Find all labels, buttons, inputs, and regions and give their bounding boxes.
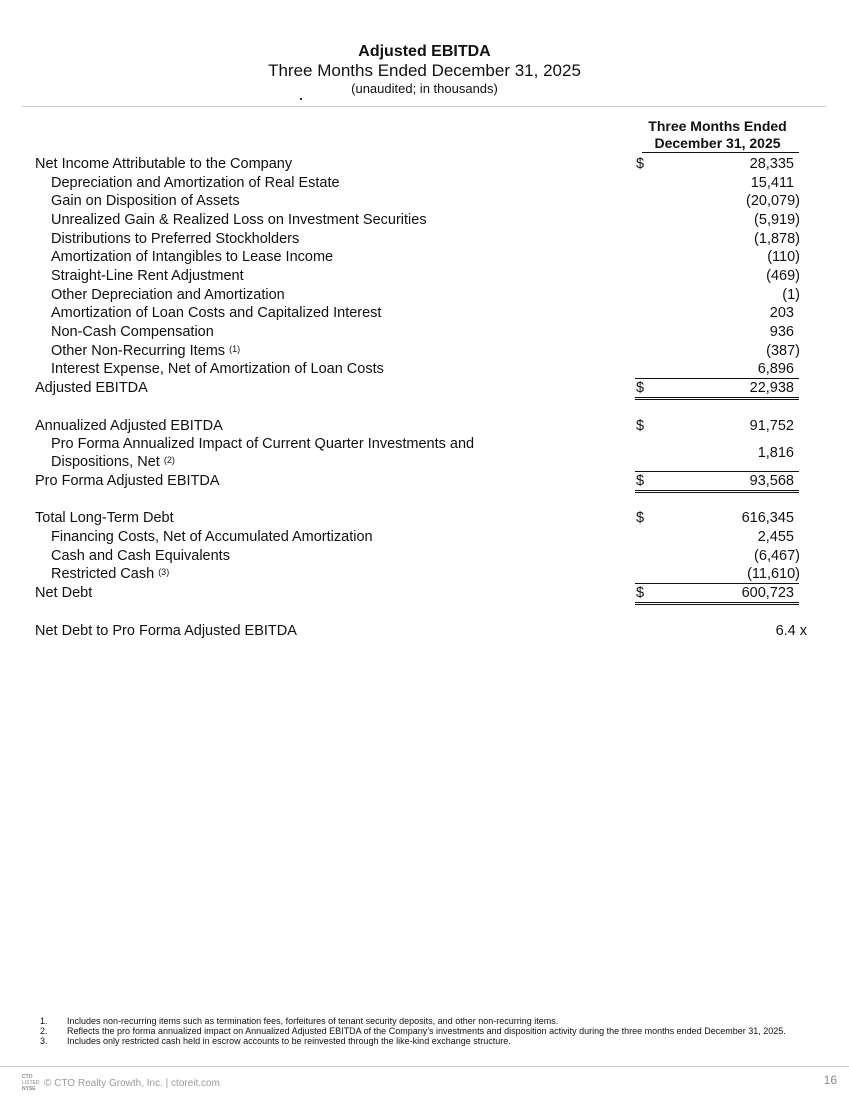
row-label: [51, 435, 571, 471]
table-row: [0, 509, 849, 527]
table-row: [0, 584, 849, 602]
row-label: Straight-Line Rent Adjustment: [51, 268, 244, 284]
table-row: [0, 286, 849, 304]
row-value: (1,878): [754, 231, 800, 247]
total-double-rule-bottom: [635, 399, 799, 400]
total-double-rule-bottom: [635, 492, 799, 493]
row-value: (110): [767, 249, 800, 265]
row-value: 1,816: [757, 445, 794, 461]
table-row: [0, 622, 849, 640]
row-label-text: Restricted Cash: [51, 566, 155, 582]
table-row: [0, 379, 849, 397]
row-value: 28,335: [749, 156, 794, 172]
table-row: [0, 304, 849, 322]
row-value: 6.4 x: [775, 623, 807, 639]
row-value: (20,079): [745, 193, 800, 209]
dollar-sign: $: [636, 585, 645, 601]
row-value: 203: [769, 305, 794, 321]
row-label: Financing Costs, Net of Accumulated Amortization: [51, 529, 373, 545]
dollar-sign: $: [636, 418, 645, 434]
row-value: 2,455: [757, 529, 794, 545]
footnote-text: Includes non-recurring items such as termination fees, forfeitures of tenant security deposits, and other non-recurring items.: [67, 1016, 559, 1026]
row-label: Gain on Disposition of Assets: [51, 193, 240, 209]
table-row: [0, 230, 849, 248]
row-value: 616,345: [741, 510, 794, 526]
table-row: [0, 248, 849, 266]
footnote-text: Reflects the pro forma annualized impact on Annualized Adjusted EBITDA of the Company’s investments and disposition activity during the three months ended December 31, 2025.: [67, 1026, 786, 1036]
column-header-line2: December 31, 2025: [654, 135, 781, 151]
row-value: (387): [766, 343, 800, 359]
row-value: 6,896: [757, 361, 794, 377]
table-row: [0, 211, 849, 229]
footnote-number: 2.: [40, 1026, 48, 1036]
total-double-rule-top: [635, 490, 799, 491]
table-row: [0, 342, 849, 360]
column-header-line1: Three Months Ended: [648, 118, 787, 134]
row-label: Depreciation and Amortization of Real Estate: [51, 175, 340, 191]
row-label: Annualized Adjusted EBITDA: [35, 418, 223, 434]
row-value: (5,919): [754, 212, 800, 228]
row-label: Cash and Cash Equivalents: [51, 548, 230, 564]
table-row: [0, 323, 849, 341]
table-row: [0, 417, 849, 435]
footnote-ref: (2): [163, 455, 175, 465]
table-row: [0, 472, 849, 490]
footnote-number: 1.: [40, 1016, 48, 1026]
row-value: 91,752: [749, 418, 794, 434]
row-label-text: Other Non-Recurring Items: [51, 343, 226, 359]
row-label: Other Depreciation and Amortization: [51, 287, 285, 303]
row-label: Adjusted EBITDA: [35, 380, 148, 396]
row-value: 93,568: [749, 473, 794, 489]
table-row: [0, 267, 849, 285]
row-label: Net Debt: [35, 585, 93, 601]
row-label: Net Debt to Pro Forma Adjusted EBITDA: [35, 623, 297, 639]
total-double-rule-top: [635, 397, 799, 398]
row-value: 600,723: [741, 585, 794, 601]
logo-line: NYSE: [22, 1086, 36, 1092]
row-label: Net Income Attributable to the Company: [35, 156, 293, 172]
dollar-sign: $: [636, 473, 645, 489]
table-row: [0, 547, 849, 565]
footnote: [40, 1036, 830, 1046]
total-double-rule-bottom: [635, 604, 799, 605]
logo-line: LISTED: [22, 1080, 40, 1086]
table-row: [0, 435, 849, 471]
footnotes: [40, 1016, 830, 1046]
page-subtitle: Three Months Ended December 31, 2025: [268, 61, 581, 80]
row-value: (11,610): [747, 566, 800, 582]
row-label: Interest Expense, Net of Amortization of Loan Costs: [51, 361, 384, 377]
row-label: Non-Cash Compensation: [51, 324, 214, 340]
table-row: [0, 565, 849, 583]
table-row: [0, 155, 849, 173]
row-label: Unrealized Gain & Realized Loss on Investment Securities: [51, 212, 427, 228]
row-label-text-2: Dispositions, Net: [51, 454, 160, 470]
footer-divider: [0, 1066, 849, 1067]
footnote: [40, 1026, 830, 1036]
page-number: 16: [823, 1073, 837, 1087]
page-footer: [22, 1072, 837, 1096]
footnote-text: Includes only restricted cash held in escrow accounts to be reinvested through the like-kind exchange structure.: [67, 1036, 511, 1046]
row-label: Total Long-Term Debt: [35, 510, 174, 526]
row-label: [51, 342, 240, 360]
row-value: 22,938: [749, 380, 794, 396]
row-label: [51, 565, 169, 583]
dollar-sign: $: [636, 380, 645, 396]
cto-nyse-logo: [22, 1074, 42, 1092]
row-label: Pro Forma Adjusted EBITDA: [35, 473, 220, 489]
row-value: 936: [769, 324, 794, 340]
footnote-ref: (3): [158, 567, 170, 577]
dollar-sign: $: [636, 510, 645, 526]
row-value: 15,411: [750, 175, 794, 191]
footnote-ref: (1): [229, 344, 241, 354]
copyright-text: © CTO Realty Growth, Inc. | ctoreit.com: [44, 1078, 220, 1089]
total-double-rule-top: [635, 602, 799, 603]
dollar-sign: $: [636, 156, 645, 172]
table-row: [0, 174, 849, 192]
logo-line: CTO: [22, 1074, 33, 1080]
row-label-text: Pro Forma Annualized Impact of Current Quarter Investments and: [51, 436, 475, 452]
row-value: (6,467): [754, 548, 800, 564]
row-value: (469): [766, 268, 800, 284]
row-label: Distributions to Preferred Stockholders: [51, 231, 300, 247]
table-row: [0, 192, 849, 210]
footnote-number: 3.: [40, 1036, 48, 1046]
row-value: (1): [782, 287, 800, 303]
footnote: [40, 1016, 830, 1026]
row-label: Amortization of Loan Costs and Capitalized Interest: [51, 305, 382, 321]
page-title: Adjusted EBITDA: [358, 43, 491, 60]
units-note: (unaudited; in thousands): [351, 81, 498, 96]
table-row: [0, 360, 849, 378]
table-row: [0, 528, 849, 546]
row-label: Amortization of Intangibles to Lease Income: [51, 249, 334, 265]
